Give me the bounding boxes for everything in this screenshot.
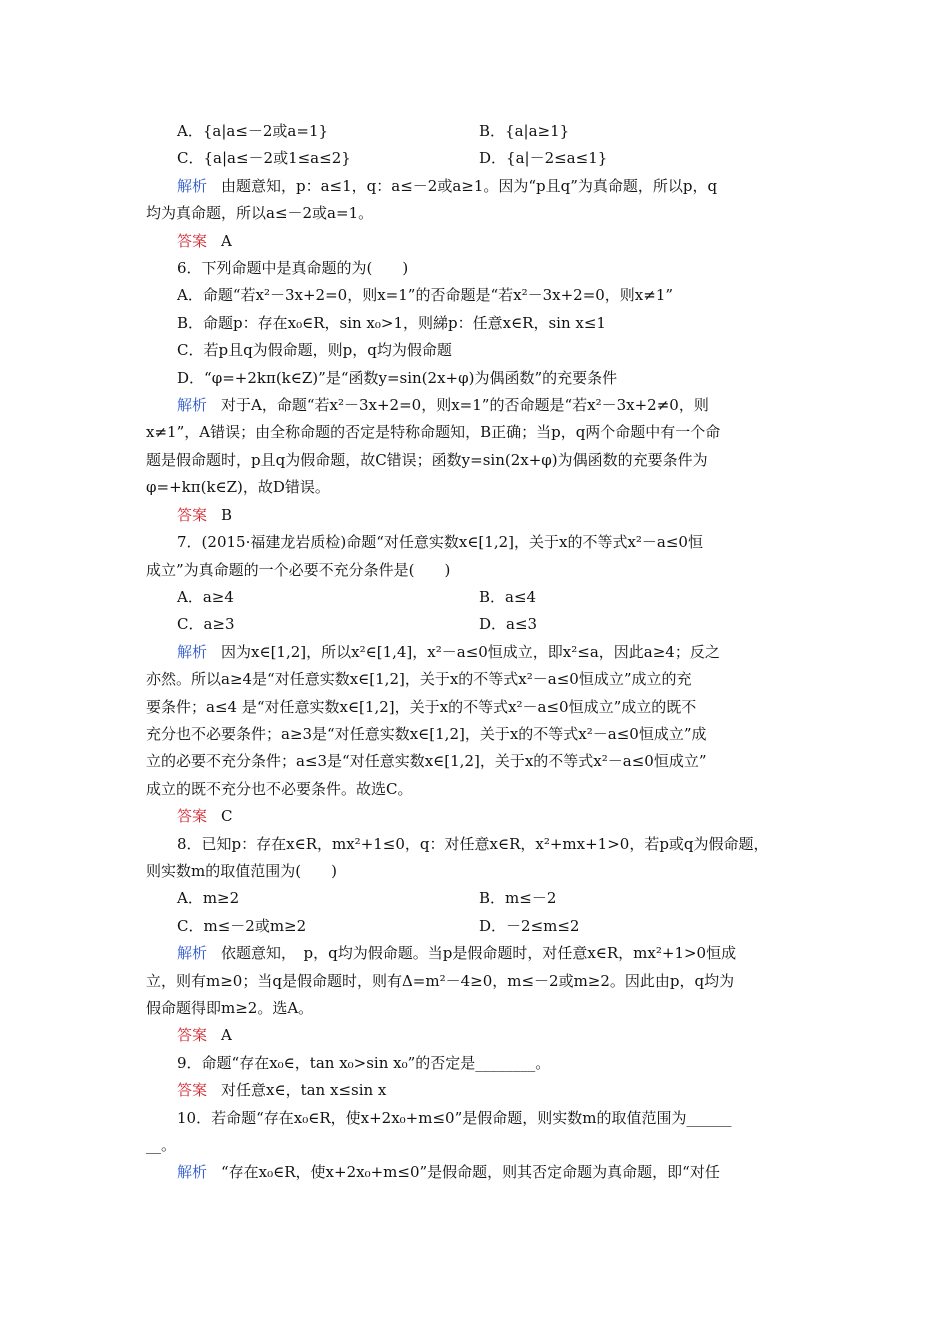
q5-analysis-line-1	[146, 173, 812, 200]
q5-option-d: D．{a|－2≤a≤1}	[479, 149, 608, 168]
answer-label: 答案	[177, 1081, 208, 1100]
q6-stem: 6．下列命题中是真命题的为( )	[177, 259, 409, 278]
q8-answer-line	[146, 1022, 812, 1049]
q10-analysis-line-1	[146, 1159, 812, 1186]
q8-option-d: D．－2≤m≤2	[479, 916, 580, 935]
q5-options-row-2	[146, 145, 812, 172]
q7-option-d: D．a≤3	[479, 615, 538, 634]
q6-answer-line	[146, 502, 812, 529]
q5-options-row-1	[146, 118, 812, 145]
q8-options-row-2	[146, 913, 812, 940]
q8-stem-2: 则实数m的取值范围为( )	[146, 861, 337, 880]
analysis-label: 解析	[177, 1163, 208, 1182]
q6-option-b: B．命题p：存在x₀∈R，sin x₀>1，则綈p：任意x∈R，sin x≤1	[177, 313, 606, 332]
q7-analysis-line-2: 亦然。所以a≥4是“对任意实数x∈[1,2]，关于x的不等式x²－a≤0恒成立”成立的充	[146, 670, 692, 689]
q6-option-d: D．“φ=+2kπ(k∈Z)”是“函数y=sin(2x+φ)为偶函数”的充要条件	[177, 368, 618, 387]
q6-analysis-line-4: φ=+kπ(k∈Z)，故D错误。	[146, 478, 330, 497]
q7-option-c: C．a≥3	[177, 615, 235, 634]
q7-option-b: B．a≤4	[479, 587, 537, 606]
analysis-label: 解析	[177, 396, 208, 415]
answer-label: 答案	[177, 1026, 208, 1045]
q7-analysis-line-4: 充分也不必要条件；a≥3是“对任意实数x∈[1,2]，关于x的不等式x²－a≤0恒成立”成	[146, 724, 707, 743]
q7-analysis-line-6: 成立的既不充分也不必要条件。故选C。	[146, 779, 413, 798]
q7-analysis-text-1: 因为x∈[1,2]，所以x²∈[1,4]，x²－a≤0恒成立，即x²≤a，因此a≥4；反之	[221, 642, 720, 661]
q6-analysis-text-1: 对于A，命题“若x²－3x+2=0，则x=1”的否命题是“若x²－3x+2≠0，则	[221, 396, 709, 415]
q6-option-a: A．命题“若x²－3x+2=0，则x=1”的否命题是“若x²－3x+2=0，则x≠1”	[177, 286, 674, 305]
q8-option-a: A．m≥2	[177, 889, 240, 908]
q7-options-row-1	[146, 584, 812, 611]
q7-options-row-2	[146, 611, 812, 638]
analysis-label: 解析	[177, 176, 208, 195]
q5-option-b: B．{a|a≥1}	[479, 122, 570, 140]
q5-option-c: C．{a|a≤－2或1≤a≤2}	[177, 149, 351, 168]
q8-analysis-line-2: 立，则有m≥0；当q是假命题时，则有Δ=m²－4≥0，m≤－2或m≥2。因此由p，q均为	[146, 971, 735, 990]
q7-analysis-line-1	[146, 639, 812, 666]
q7-stem-1: 7．(2015·福建龙岩质检)命题“对任意实数x∈[1,2]，关于x的不等式x²－a≤0恒	[177, 533, 703, 552]
q8-stem-1: 8．已知p：存在x∈R，mx²+1≤0，q：对任意x∈R，x²+mx+1>0，若p或q为假命题，	[177, 834, 769, 853]
q6-analysis-line-1	[146, 392, 812, 419]
q5-answer: A	[221, 231, 232, 250]
answer-label: 答案	[177, 505, 208, 524]
q6-answer: B	[221, 505, 233, 524]
q5-option-a: A．{a|a≤－2或a=1}	[177, 122, 329, 140]
q8-analysis-text-1: 依题意知， p，q均为假命题。当p是假命题时，对任意x∈R，mx²+1>0恒成	[221, 944, 737, 963]
q7-answer-line	[146, 803, 812, 830]
q9-stem: 9．命题“存在x₀∈，tan x₀>sin x₀”的否定是________。	[177, 1053, 551, 1072]
q9-answer-line	[146, 1077, 812, 1104]
q5-analysis-text-1: 由题意知，p：a≤1，q：a≤－2或a≥1。因为“p且q”为真命题，所以p，q	[221, 176, 718, 195]
q7-stem-2: 成立”为真命题的一个必要不充分条件是( )	[146, 560, 451, 579]
q6-option-c: C．若p且q为假命题，则p，q均为假命题	[177, 341, 452, 360]
q10-stem-2: __。	[146, 1136, 177, 1155]
answer-label: 答案	[177, 807, 208, 826]
q7-analysis-line-3: 要条件；a≤4 是“对任意实数x∈[1,2]，关于x的不等式x²－a≤0恒成立”成立的既不	[146, 697, 697, 716]
analysis-label: 解析	[177, 944, 208, 963]
analysis-label: 解析	[177, 642, 208, 661]
answer-label: 答案	[177, 231, 208, 250]
q9-answer: 对任意x∈，tan x≤sin x	[221, 1081, 387, 1100]
q5-answer-line	[146, 228, 812, 255]
q8-answer: A	[221, 1026, 232, 1045]
q8-analysis-line-1	[146, 940, 812, 967]
q8-option-c: C．m≤－2或m≥2	[177, 916, 307, 935]
q7-option-a: A．a≥4	[177, 587, 234, 606]
q10-analysis-text-1: “存在x₀∈R，使x+2x₀+m≤0”是假命题，则其否定命题为真命题，即“对任	[221, 1163, 720, 1182]
q8-options-row-1	[146, 885, 812, 912]
q5-analysis-line-2: 均为真命题，所以a≤－2或a=1。	[146, 204, 374, 223]
q8-option-b: B．m≤－2	[479, 889, 557, 908]
q8-analysis-line-3: 假命题得即m≥2。选A。	[146, 999, 314, 1017]
q6-analysis-line-3: 题是假命题时，p且q为假命题，故C错误；函数y=sin(2x+φ)为偶函数的充要条件为	[146, 450, 708, 469]
document-page	[146, 118, 812, 1187]
q7-answer: C	[221, 807, 233, 826]
q6-analysis-line-2: x≠1”，A错误；由全称命题的否定是特称命题知，B正确；当p，q两个命题中有一个命	[146, 423, 721, 442]
q7-analysis-line-5: 立的必要不充分条件；a≤3是“对任意实数x∈[1,2]，关于x的不等式x²－a≤0恒成立”	[146, 752, 707, 771]
q10-stem-1: 10．若命题“存在x₀∈R，使x+2x₀+m≤0”是假命题，则实数m的取值范围为______	[177, 1108, 732, 1127]
